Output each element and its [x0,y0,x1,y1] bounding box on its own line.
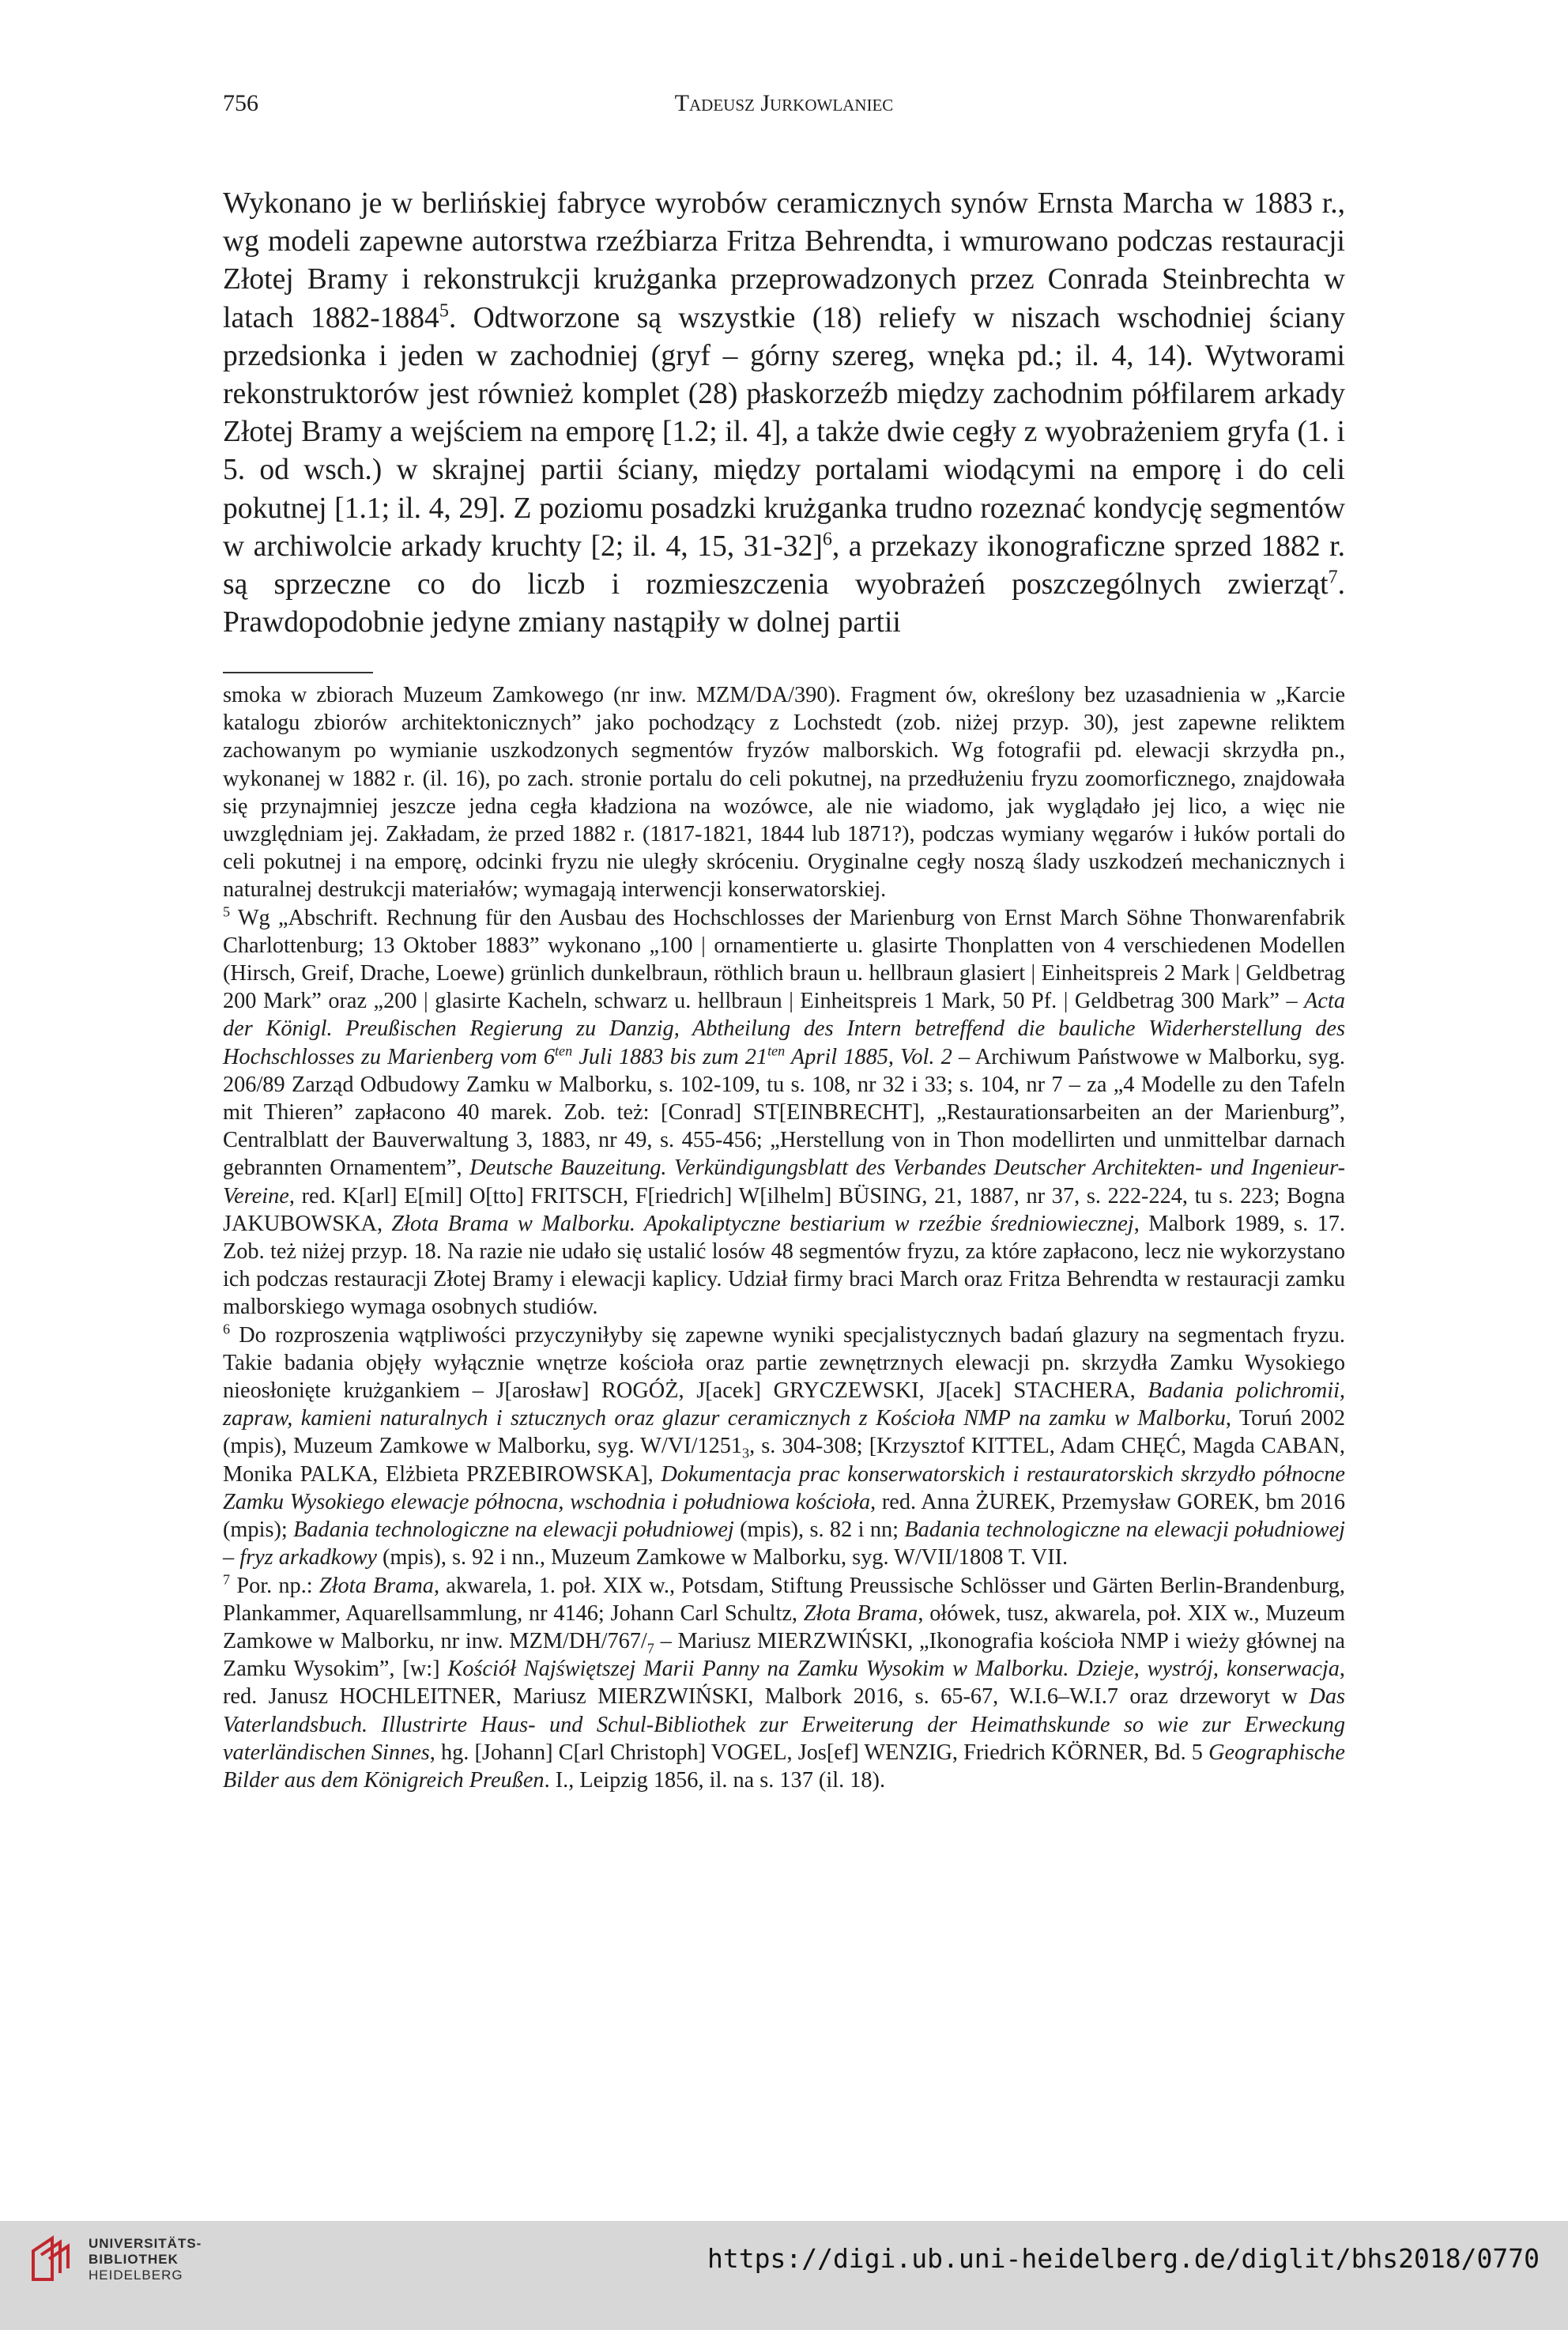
footnote-number: 5 [223,903,231,920]
footnote-italic: Badania technologiczne na elewacji południowej – fryz arkadkowy [223,1518,1345,1570]
footnote-text: , red. Janusz HOCHLEITNER, Mariusz MIERZWIŃSKI, Malbork 2016, s. 65-67, W.I.6–W.I.7 oraz drzeworyt w [223,1657,1345,1710]
footnote-italic: ten [767,1042,786,1059]
footnote-italic: Złota Brama [318,1573,434,1598]
footnote-italic: Badania technologiczne na elewacji południowej [293,1518,734,1543]
footnote-text: Wg „Abschrift. Rechnung für den Ausbau des Hochschlosses der Marienburg von Ernst March Söhne Thonwarenfabrik Charlottenburg; 13 Oktober 1883” wykonano „100 | ornamentierte u. glasirte Thonplatten von 4 verschiedenen Modellen (Hirsch, Greif, Drache, Loewe) grünlich dunkelbraun, röthlich braun u. hellbraun glasiert | Einheitspreis 2 Mark | Geldbetrag 200 Mark” oraz „200 | glasirte Kacheln, schwarz u. hellbraun | Einheitspreis 1 Mark, 50 Pf. | Geldbetrag 300 Mark” – [223,905,1345,1014]
library-logo-icon[interactable] [28,2234,79,2284]
footnote-6 [223,1321,1345,1572]
footnote-text: – Archiwum Państwowe w Malborku, syg. 206/89 Zarząd Odbudowy Zamku w Malborku, s. 102-109, tu s. 108, nr 32 i 33; s. 104, nr 7 – za „4 Modelle zu den Tafeln mit Thieren” zapłacono 40 marek. Zob. też: [Conrad] ST[EINBRECHT], „Restaurationsarbeiten an der Marienburg”, Centralblatt der Bauverwaltung 3, 1883, nr 49, s. 455-456; „Herstellung von in Thon modellirten und unmittelbar darnach gebrannten Ornamentem”, [223,1044,1345,1181]
footnote-text: (mpis), s. 92 i nn., Muzeum Zamkowe w Malborku, syg. W/VII/1808 T. VII. [376,1545,1069,1570]
footnote-italic: Juli 1883 bis zum 21 [572,1044,768,1069]
footnote-text: , akwarela, 1. poł. XIX w., Potsdam, Stiftung Preussische Schlösser und Gärten Berlin-Brandenburg, Plankammer, Aquarellsammlung, nr 4146; Johann Carl Schultz, [223,1573,1345,1626]
footnote-text: (mpis), s. 82 i nn; [733,1518,905,1543]
footnote-text: Por. np.: [230,1573,319,1598]
footnote-italic: Złota Brama w Malborku. Apokaliptyczne bestiarium w rzeźbie średniowiecznej [391,1211,1134,1236]
logo-line: HEIDELBERG [89,2268,183,2283]
footnote-subscript: 3 [742,1446,750,1462]
footnote-italic: Badania polichromii, zapraw, kamieni naturalnych i sztucznych oraz glazur ceramicznych z Kościoła NMP na zamku w Malborku [223,1378,1346,1431]
footnote-5 [223,904,1345,1321]
footnote-text: . I., Leipzig 1856, il. na s. 137 (il. 18). [544,1767,886,1793]
footnote-text: , red. K[arl] E[mil] O[tto] FRITSCH, F[riedrich] W[ilhelm] BÜSING, 21, 1887, nr 37, s. 222-224, tu s. 223; Bogna JAKUBOWSKA, [223,1183,1345,1236]
footnote-continued: smoka w zbiorach Muzeum Zamkowego (nr inw. MZM/DA/390). Fragment ów, określony bez uzasadnienia w „Karcie katalogu zbiorów architektonicznych” jako pochodzący z Lochstedt (zob. niżej przyp. 30), jest zapewne reliktem zachowanym po wymianie uszkodzonych segmentów fryzów malborskich. Wg fotografii pd. elewacji skrzydła pn., wykonanej w 1882 r. (il. 16), po zach. stronie portalu do celi pokutnej, na przedłużeniu fryzu zoomorficznego, znajdowała się przynajmniej jeszcze jedna cegła kładziona na wozówce, ale nie wiadomo, jak wyglądało jej lico, a więc nie uwzględniam jej. Zakładam, że przed 1882 r. (1817-1821, 1844 lub 1871?), podczas wymiany węgarów i łuków portali do celi pokutnej i na emporę, odcinki fryzu nie uległy skróceniu. Oryginalne cegły noszą ślady uszkodzeń mechanicznych i naturalnej destrukcji materiałów; wymagają interwencji konserwatorskiej. [223,683,1345,903]
footnote-text: , ołówek, tusz, akwarela, poł. XIX w., Muzeum Zamkowe w Malborku, nr inw. MZM/DH/767/ [223,1600,1345,1653]
source-url[interactable]: https://digi.ub.uni-heidelberg.de/diglit/bhs2018/0770 [707,2243,1540,2274]
footnote-number: 6 [223,1321,231,1337]
footnote-text: , hg. [Johann] C[arl Christoph] VOGEL, Jos[ef] WENZIG, Friedrich KÖRNER, Bd. 5 [429,1740,1209,1765]
footnote-subscript: 7 [646,1640,654,1657]
footnote-text: , Toruń 2002 (mpis), Muzeum Zamkowe w Malborku, syg. W/VI/1251 [223,1406,1345,1459]
footnote-separator [223,672,373,673]
logo-line: BIBLIOTHEK [89,2252,179,2267]
footer-bar [0,2221,1568,2330]
footnote-number: 7 [223,1571,231,1588]
footnote-italic: Das Vaterlandsbuch. Illustrirte Haus- und Schul-Bibliothek zur Erweiterung der Heimathskunde so wie zur Erweckung vaterländischen Sinnes [223,1684,1345,1765]
footnote-italic: Złota Brama [803,1600,918,1626]
running-head: Tadeusz Jurkowlaniec [674,90,894,116]
footnote-7 [223,1572,1345,1795]
footnote-italic: Acta der Königl. Preußischen Regierung zu Danzig, Abtheilung des Intern betreffend die bauliche Widerherstellung des Hochschlosses zu Marienberg vom 6 [223,989,1345,1069]
footnote-italic: Kościół Najświętszej Marii Panny na Zamku Wysokim w Malborku. Dzieje, wystrój, konserwacja [447,1657,1340,1682]
footnote-text: Do rozproszenia wątpliwości przyczyniłyby się zapewne wyniki specjalistycznych badań glazury na segmentach fryzu. Takie badania objęły wyłącznie wnętrze kościoła oraz partie zewnętrznych elewacji pn. skrzydła Zamku Wysokiego nieosłonięte krużgankiem – J[arosław] ROGÓŻ, J[acek] GRYCZEWSKI, J[acek] STACHERA, [223,1322,1345,1404]
footnote-italic: Dokumentacja prac konserwatorskich i restauratorskich skrzydło północne Zamku Wysokiego elewacje północna, wschodnia i południowa kościoła [223,1461,1345,1514]
footnote-superscript [555,1042,572,1058]
footnote-ref[interactable]: 6 [822,529,832,550]
footnote-italic: Deutsche Bauzeitung. Verkündigungsblatt des Verbandes Deutscher Architekten- und Ingenieur-Vereine [223,1156,1345,1208]
footnote-italic: April 1885, Vol. 2 [785,1044,952,1069]
page-number: 756 [223,90,258,116]
logo-line: UNIVERSITÄTS- [89,2236,202,2251]
footnote-ref[interactable]: 7 [1328,567,1338,588]
footnotes [223,681,1345,1794]
footnote-italic: Geographische Bilder aus dem Königreich Preußen [223,1740,1345,1793]
main-text-part: Wykonano je w berlińskiej fabryce wyrobów ceramicznych synów Ernsta Marcha w 1883 r., wg modeli zapewne autorstwa rzeźbiarza Fritza Behrendta, i wmurowano podczas restauracji Złotej Bramy i rekonstrukcji krużganka przeprowadzonych przez Conrada Steinbrechta w latach 1882-1884 [223,187,1345,334]
footnote-ref[interactable]: 5 [439,300,449,322]
footnote-text: , s. 304-308; [Krzysztof KITTEL, Adam CHĘĆ, Magda CABAN, Monika PALKA, Elżbieta PRZEBIROWSKA], [223,1434,1345,1487]
main-text-part: . Odtworzone są wszystkie (18) reliefy w niszach wschodniej ściany przedsionka i jeden w zachodniej (gryf – górny szereg, wnęka pd.; il. 4, 14). Wytworami rekonstruktorów jest również komplet (28) płaskorzeźb między zachodnim półfilarem arkady Złotej Bramy a wejściem na emporę [1.2; il. 4], a także dwie cegły z wyobrażeniem gryfa (1. i 5. od wsch.) w skrajnej partii ściany, między portalami wiodącymi na emporę i do celi pokutnej [1.1; il. 4, 29]. Z poziomu posadzki krużganka trudno rozeznać kondycję segmentów w archiwolcie arkady kruchty [2; il. 4, 15, 31-32] [223,301,1345,563]
footnote-italic: ten [555,1042,573,1059]
main-text [223,185,1345,642]
main-text-part: . Prawdopodobnie jedyne zmiany nastąpiły w dolnej partii [223,568,1345,639]
footnote-text: – Mariusz MIERZWIŃSKI, „Ikonografia kościoła NMP i wieży głównej na Zamku Wysokim”, [w:] [223,1628,1345,1682]
footnote-text: , red. Anna ŻUREK, Przemysław GOREK, bm 2016 (mpis); [223,1489,1345,1543]
footnote-text: , Malbork 1989, s. 17. Zob. też niżej przyp. 18. Na razie nie udało się ustalić losów 48 segmentów fryzu, za które zapłacono, lecz nie wykorzystano ich podczas restauracji Złotej Bramy i elewacji kaplicy. Udział firmy braci March oraz Fritza Behrendta w restauracji zamku malborskiego wymaga osobnych studiów. [223,1211,1345,1320]
library-logo-text [89,2236,202,2283]
footnote-superscript [767,1042,785,1058]
main-text-part: , a przekazy ikonograficzne sprzed 1882 r. są sprzeczne co do liczb i rozmieszczenia wyobrażeń poszczególnych zwierząt [223,530,1345,601]
